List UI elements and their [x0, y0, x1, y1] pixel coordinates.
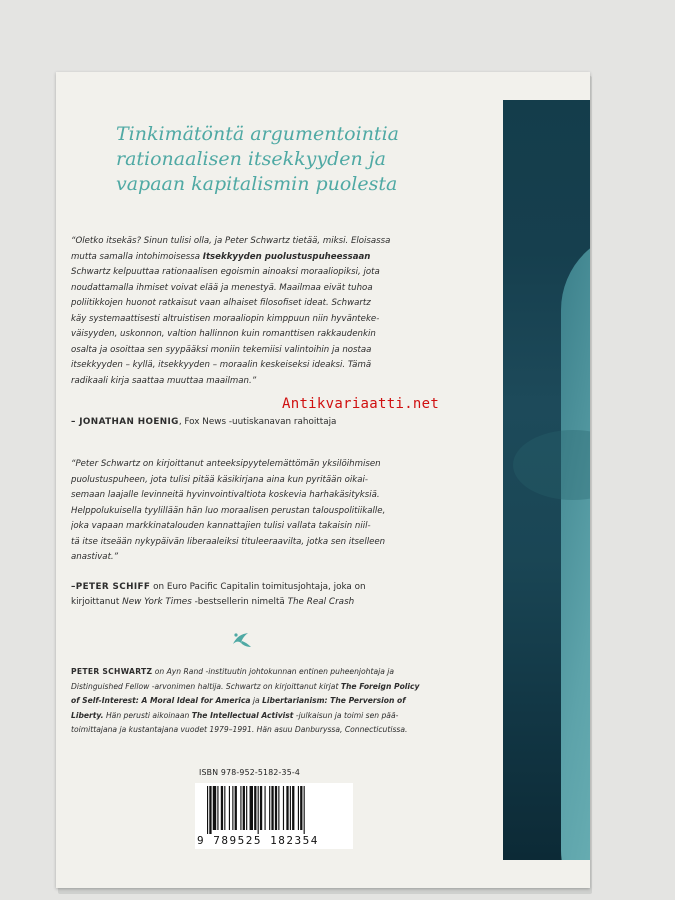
quote-line: noudattamalla ihmiset voivat elää ja menestyä. Maailmaa eivät tuhoa [71, 282, 373, 293]
barcode-bar [298, 786, 299, 830]
barcode-bars [205, 786, 345, 834]
author-name: PETER SCHWARTZ [71, 667, 153, 676]
barcode [195, 783, 353, 849]
tagline [116, 122, 416, 197]
photo-shirt-fold [513, 430, 590, 500]
barcode-bar [283, 786, 284, 830]
barcode-bar [243, 786, 245, 830]
barcode-bar [286, 786, 288, 830]
barcode-bar [217, 786, 218, 830]
attribution-schiff: –PETER SCHIFF on Euro Pacific Capitalin toimitusjohtaja, joka on kirjoittanut New York Times -bestsellerin nimeltä The Real Crash [71, 582, 366, 607]
quote-line: “Peter Schwartz on kirjoittanut anteeksipyytelemättömän yksilöihmisen [71, 459, 381, 469]
barcode-bar [213, 786, 216, 830]
barcode-bar [278, 786, 279, 830]
barcode-bar [246, 786, 247, 830]
book-title-fi: Itsekkyyden puolustuspuheessaan [202, 251, 371, 262]
barcode-bar [269, 786, 270, 830]
barcode-bar [254, 786, 256, 830]
quote-line: puolustuspuheen, jota tulisi pitää käsikirjana aina kun pyritään oikai- [71, 474, 368, 485]
quote-line: joka vapaan markkinatalouden kannattajien tulisi vallata takaisin niil- [71, 521, 371, 531]
barcode-bar [209, 786, 211, 834]
photo-shirt [561, 230, 590, 860]
barcode-bar [258, 786, 259, 834]
watermark: Antikvariaatti.net [282, 396, 440, 412]
attribution-name: –PETER SCHIFF [71, 582, 151, 592]
attribution-hoenig: – JONATHAN HOENIG, Fox News -uutiskanavan rahoittaja [71, 417, 337, 427]
quote-line: radikaali kirja saattaa muuttaa maailman.” [71, 375, 257, 386]
book-back-cover [56, 72, 590, 888]
author-bio: PETER SCHWARTZ on Ayn Rand -instituutin johtokunnan entinen puheenjohtaja ja Distinguished Fellow -arvonimen haltija. Schwartz on kirjoittanut kirjat The Foreign Policy of Self-Interest: A Moral Ideal for America ja Libertarianism: The Perversion of Liberty. Hän perusti aikoinaan The Intellectual Activist -julkaisun ja toimi sen pää- toimittajana ja kustantajana vuodet 1979–1991. Hän asuu Danburyssa, Connecticutissa. [71, 667, 420, 734]
tagline-line: Tinkimätöntä argumentointia [116, 123, 399, 145]
quote-line: anastivat.” [71, 552, 119, 562]
barcode-bar [265, 786, 266, 830]
quote-line: tä itse itseään nykypäivän liberaaleiksi tituleeraavilta, jotka sen itselleen [71, 536, 386, 547]
quote-line: poliitikkojen huonot ratkaisut vaan alhaiset filosofiset ideat. Schwartz [71, 298, 371, 308]
barcode-bar [275, 786, 277, 830]
barcode-bar [292, 786, 294, 830]
quote-line: Schwartz kelpuuttaa rationaalisen egoismin ainoaksi moraaliopiksi, jota [71, 267, 380, 277]
barcode-bar [240, 786, 241, 830]
barcode-bar [290, 786, 291, 830]
quote-hoenig [71, 234, 438, 389]
attribution-name: – JONATHAN HOENIG [71, 417, 179, 427]
tagline-line: vapaan kapitalismin puolesta [116, 173, 398, 195]
barcode-bar [221, 786, 223, 830]
barcode-bar [300, 786, 302, 830]
quote-line: väisyyden, uskonnon, valtion hallinnon kuin romanttisen rakkaudenkin [71, 329, 376, 339]
floral-ornament-icon [230, 630, 254, 650]
isbn-label: ISBN 978-952-5182-35-4 [199, 768, 301, 777]
barcode-bar [207, 786, 208, 834]
tagline-line: rationaalisen itsekkyyden ja [116, 148, 386, 170]
quote-schiff [71, 457, 438, 566]
quote-line: mutta samalla intohimoisessa Itsekkyyden puolustuspuheessaan [71, 251, 371, 262]
barcode-bar [224, 786, 225, 830]
quote-line: osalta ja osoittaa sen syypääksi moniin tekemiisi valintoihin ja nostaa [71, 344, 372, 355]
quote-line: itsekkyyden – kyllä, itsekkyyden – moraalin keskeiseksi ideaksi. Tämä [71, 360, 372, 370]
barcode-bar [232, 786, 233, 830]
barcode-digits: 9 789525 182354 [197, 834, 319, 847]
barcode-bar [304, 786, 305, 834]
barcode-bar [260, 786, 262, 830]
quote-line: käy systemaattisesti altruistisen moraaliopin kimppuun niin hyvänteke- [71, 313, 380, 324]
quote-line: “Oletko itsekäs? Sinun tulisi olla, ja Peter Schwartz tietää, miksi. Eloisassa [71, 236, 391, 246]
barcode-bar [250, 786, 253, 830]
barcode-bar [229, 786, 230, 830]
cover-photo [503, 100, 590, 860]
quote-line: semaan laajalle levinneitä hyvinvointivaltiota koskevia harhakäsityksiä. [71, 490, 380, 500]
barcode-bar [271, 786, 273, 830]
barcode-bar [235, 786, 237, 830]
quote-line: Helppolukuisella tyylillään hän luo moraalisen perustan talouspolitiikalle, [71, 505, 386, 516]
